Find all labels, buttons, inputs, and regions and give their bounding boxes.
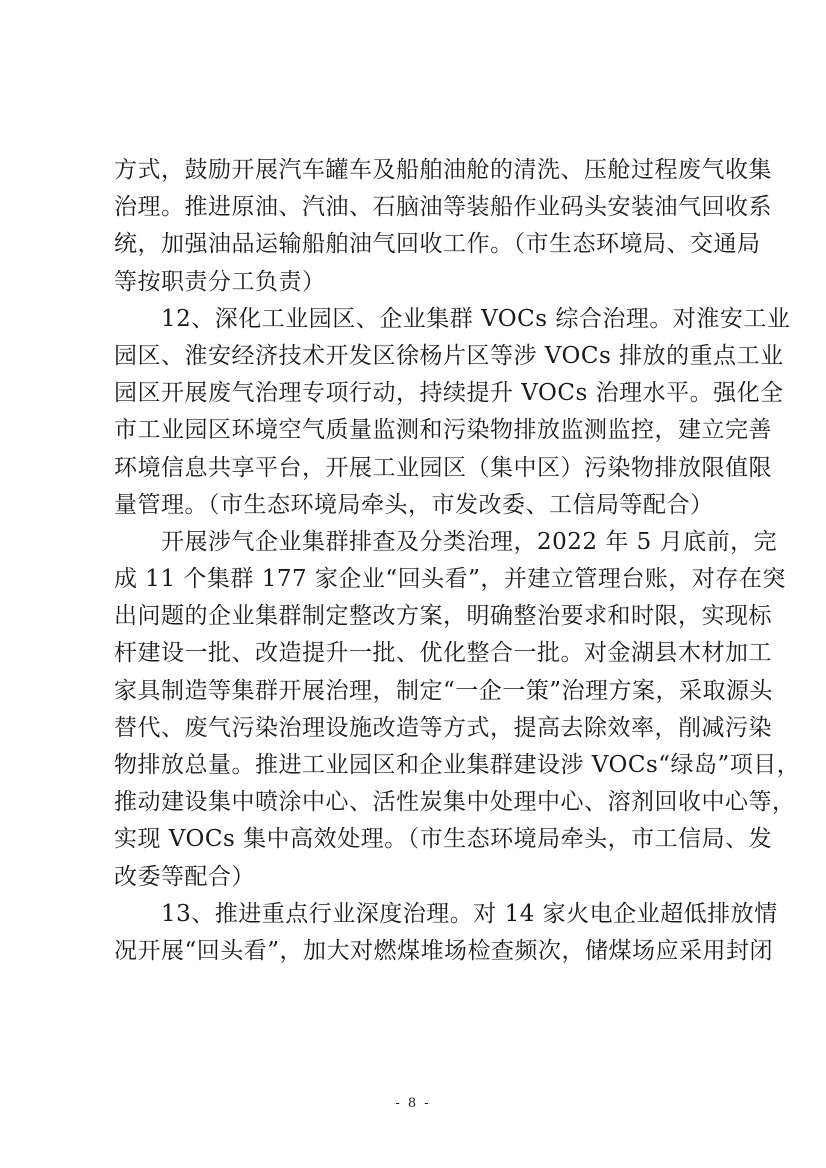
text-line: 治理。推进原油、汽油、石脑油等装船作业码头安装油气回收系: [114, 194, 772, 221]
text-line: 替代、废气污染治理设施改造等方式，提高去除效率，削减污染: [114, 714, 772, 741]
text-line: 环境信息共享平台，开展工业园区（集中区）污染物排放限值限: [114, 454, 772, 481]
text-line: 物排放总量。推进工业园区和企业集群建设涉 VOCs“绿岛”项目，: [114, 752, 801, 778]
text-line: 家具制造等集群开展治理，制定“一企一策”治理方案，采取源头: [114, 677, 774, 704]
text-line: 统，加强油品运输船舶油气回收工作。（市生态环境局、交通局: [114, 231, 761, 258]
text-line: 出问题的企业集群制定整改方案，明确整治要求和时限，实现标: [114, 603, 772, 630]
text-line: 杆建设一批、改造提升一批、优化整合一批。对金湖县木材加工: [114, 640, 772, 667]
text-line: 开展涉气企业集群排查及分类治理，2022 年 5 月底前，完: [114, 528, 778, 555]
text-line: 况开展“回头看”，加大对燃煤堆场检查频次，储煤场应采用封闭: [114, 937, 774, 964]
text-line: 改委等配合）: [114, 863, 255, 890]
text-line: 市工业园区环境空气质量监测和污染物排放监测监控，建立完善: [114, 417, 772, 444]
page-number: - 8 -: [395, 1096, 431, 1111]
text-line: 等按职责分工负责）: [114, 268, 326, 295]
text-line: 实现 VOCs 集中高效处理。（市生态环境局牵头，市工信局、发: [114, 826, 773, 853]
document-body: [114, 152, 801, 970]
text-line: 园区开展废气治理专项行动，持续提升 VOCs 治理水平。强化全: [114, 380, 784, 407]
text-line: 推动建设集中喷涂中心、活性炭集中处理中心、溶剂回收中心等，: [114, 789, 796, 816]
text-line: 成 11 个集群 177 家企业“回头看”，并建立管理台账，对存在突: [114, 566, 786, 593]
text-line: 园区、淮安经济技术开发区徐杨片区等涉 VOCs 排放的重点工业: [114, 342, 784, 369]
text-line: 13、推进重点行业深度治理。对 14 家火电企业超低排放情: [114, 900, 778, 927]
text-line: 量管理。（市生态环境局牵头，市发改委、工信局等配合）: [114, 491, 714, 518]
text-line: 12、深化工业园区、企业集群 VOCs 综合治理。对淮安工业: [114, 305, 791, 332]
text-line: 方式，鼓励开展汽车罐车及船舶油舱的清洗、压舱过程废气收集: [114, 157, 772, 183]
